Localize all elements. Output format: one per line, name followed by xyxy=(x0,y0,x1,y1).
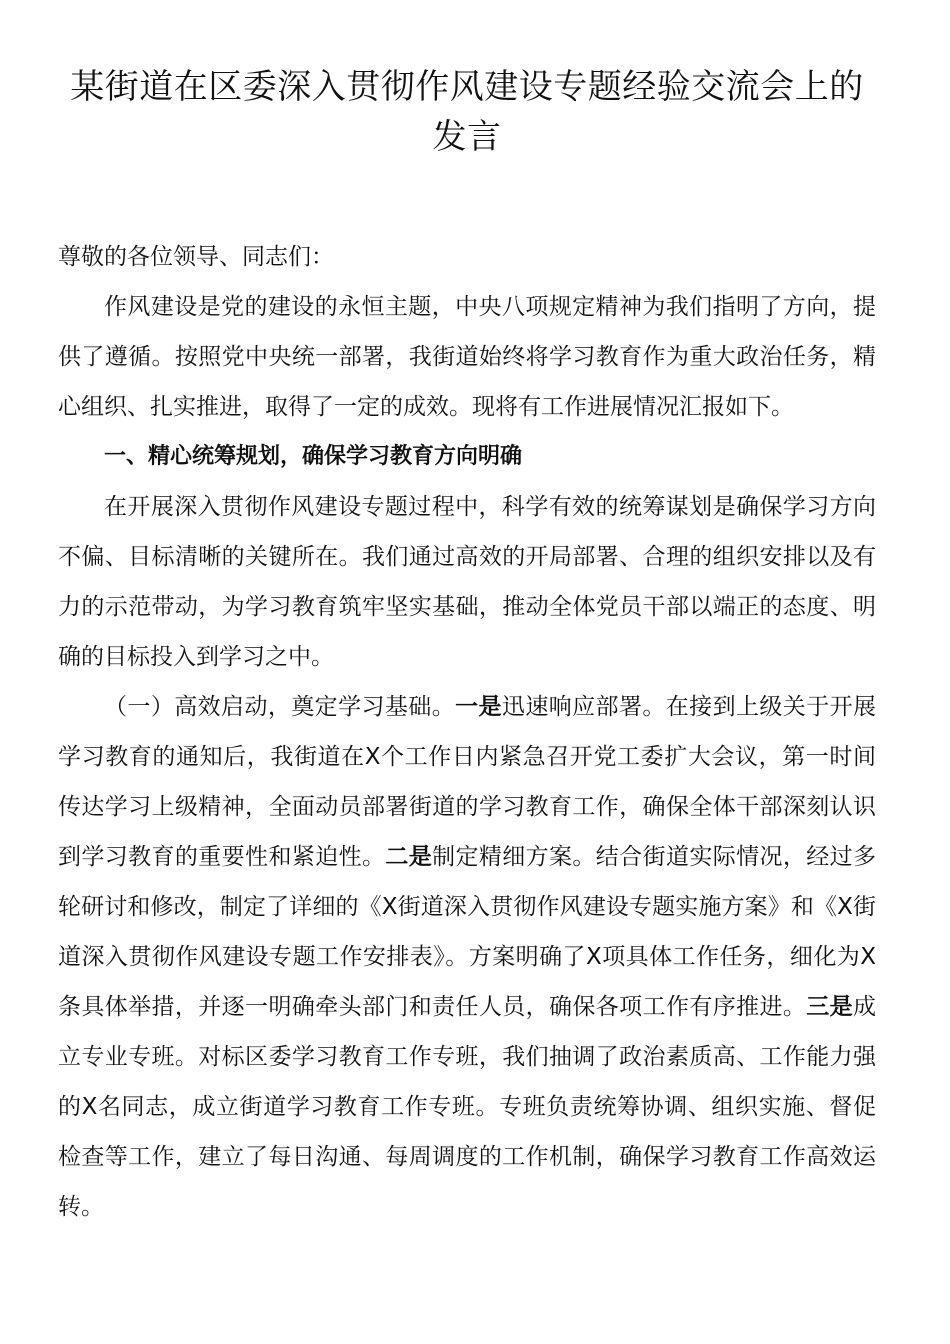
point-3-text: 成立专业专班。对标区委学习教育工作专班，我们抽调了政治素质高、工作能力强的X名同志，成立街道学习教育工作专班。专班负责统筹协调、组织实施、督促检查等工作，建立了每日沟通、每周调度的工作机制，确保学习教育工作高效运转。 xyxy=(58,994,877,1220)
section-1-paragraph: 在开展深入贯彻作风建设专题过程中，科学有效的统筹谋划是确保学习方向不偏、目标清晰的关键所在。我们通过高效的开局部署、合理的组织安排以及有力的示范带动，为学习教育筑牢坚实基础，推动全体党员干部以端正的态度、明确的目标投入到学习之中。 xyxy=(58,494,876,670)
point-2-text: 制定精细方案。结合街道实际情况，经过多轮研讨和修改，制定了详细的《X街道深入贯彻作风建设专题实施方案》和《X街道深入贯彻作风建设专题工作安排表》。方案明确了X项具体工作任务，细化为X条具体举措，并逐一明确牵头部门和责任人员，确保各项工作有序推进。 xyxy=(58,844,877,1020)
point-3-label: 三是 xyxy=(806,994,854,1020)
point-2-label: 二是 xyxy=(385,844,433,870)
subsection-1-paragraph xyxy=(58,682,876,1232)
greeting: 尊敬的各位领导、同志们： xyxy=(58,244,334,270)
document-title: 某街道在区委深入贯彻作风建设专题经验交流会上的发言 xyxy=(70,67,864,157)
point-1-label: 一是 xyxy=(455,694,502,720)
point-1-text: 迅速响应部署。在接到上级关于开展学习教育的通知后，我街道在X个工作日内紧急召开党工委扩大会议，第一时间传达学习上级精神，全面动员部署街道的学习教育工作，确保全体干部深刻认识到学习教育的重要性和紧迫性。 xyxy=(58,694,876,870)
intro-paragraph: 作风建设是党的建设的永恒主题，中央八项规定精神为我们指明了方向，提供了遵循。按照党中央统一部署，我街道始终将学习教育作为重大政治任务，精心组织、扎实推进，取得了一定的成效。现将有工作进展情况汇报如下。 xyxy=(58,294,876,420)
subsection-1-lead: （一）高效启动，奠定学习基础。 xyxy=(104,694,456,720)
section-1-heading: 一、精心统筹规划，确保学习教育方向明确 xyxy=(104,444,523,469)
